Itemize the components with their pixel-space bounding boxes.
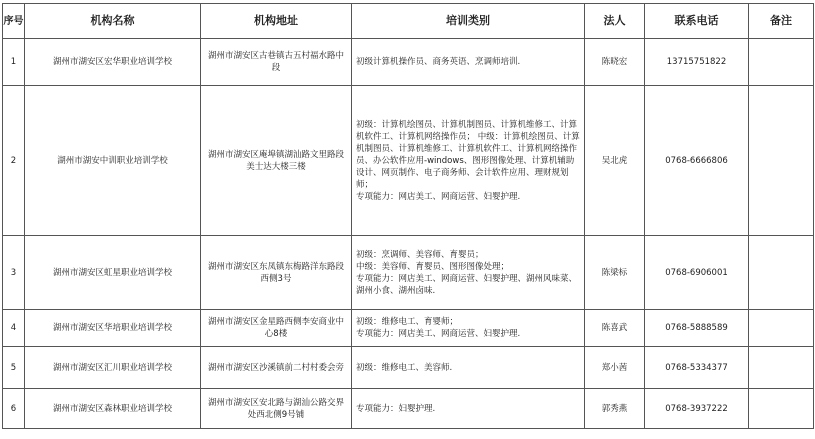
cell-legal: 吴北虎 <box>585 86 645 236</box>
header-address: 机构地址 <box>201 4 352 39</box>
cell-remark <box>749 236 814 310</box>
cell-phone: 13715751822 <box>645 39 749 86</box>
cell-name: 湖州市湖安中训职业培训学校 <box>25 86 201 236</box>
cell-phone: 0768-5888589 <box>645 310 749 347</box>
header-phone: 联系电话 <box>645 4 749 39</box>
cell-address: 湖州市湖安区沙溪镇前二村村委会旁 <box>201 347 352 389</box>
cell-legal: 郑小茜 <box>585 347 645 389</box>
cell-remark <box>749 389 814 429</box>
cell-address: 湖州市湖安区庵埠镇湖汕路文里路段美士达大楼三楼 <box>201 86 352 236</box>
cell-training: 初级计算机操作员、商务英语、烹调师培训. <box>352 39 585 86</box>
cell-remark <box>749 347 814 389</box>
header-training: 培训类别 <box>352 4 585 39</box>
cell-no: 6 <box>3 389 25 429</box>
cell-address: 湖州市湖安区古巷镇古五村福水路中段 <box>201 39 352 86</box>
header-name: 机构名称 <box>25 4 201 39</box>
cell-name: 湖州市湖安区虹星职业培训学校 <box>25 236 201 310</box>
cell-remark <box>749 39 814 86</box>
cell-name: 湖州市湖安区森林职业培训学校 <box>25 389 201 429</box>
header-no: 序号 <box>3 4 25 39</box>
cell-no: 3 <box>3 236 25 310</box>
cell-training: 初级：维修电工、美容师. <box>352 347 585 389</box>
cell-no: 5 <box>3 347 25 389</box>
cell-remark <box>749 310 814 347</box>
cell-address: 湖州市湖安区安北路与湖汕公路交界处西北侧9号铺 <box>201 389 352 429</box>
table-row <box>3 347 814 389</box>
cell-address: 湖州市湖安区金星路西侧李安商业中心8楼 <box>201 310 352 347</box>
cell-legal: 陈晓宏 <box>585 39 645 86</box>
cell-name: 湖州市湖安区宏华职业培训学校 <box>25 39 201 86</box>
table-row <box>3 86 814 236</box>
cell-no: 4 <box>3 310 25 347</box>
header-row <box>3 4 814 39</box>
cell-phone: 0768-5334377 <box>645 347 749 389</box>
header-legal: 法人 <box>585 4 645 39</box>
cell-training: 初级：计算机绘图员、计算机制图员、计算机维修工、计算机软件工、计算机网络操作员； 中级：计算机绘图员、计算机制图员、计算机维修工、计算机软件工、计算机网络操作员、办公软件应用-windows、图形图像处理、计算机辅助设计、网页制作、电子商务师、会计软件应用、理财规划师； 专项能力：网店美工、网商运营、妇婴护理. <box>352 86 585 236</box>
cell-training: 初级：维修电工、育婴师； 专项能力：网店美工、网商运营、妇婴护理. <box>352 310 585 347</box>
cell-phone: 0768-6666806 <box>645 86 749 236</box>
cell-name: 湖州市湖安区汇川职业培训学校 <box>25 347 201 389</box>
cell-phone: 0768-3937222 <box>645 389 749 429</box>
cell-address: 湖州市湖安区东凤镇东梅路洋东路段西侧3号 <box>201 236 352 310</box>
table-row <box>3 389 814 429</box>
table-row <box>3 236 814 310</box>
cell-no: 1 <box>3 39 25 86</box>
header-remark: 备注 <box>749 4 814 39</box>
cell-remark <box>749 86 814 236</box>
cell-name: 湖州市湖安区华培职业培训学校 <box>25 310 201 347</box>
cell-legal: 陈梁标 <box>585 236 645 310</box>
cell-no: 2 <box>3 86 25 236</box>
institution-table <box>2 3 814 429</box>
cell-phone: 0768-6906001 <box>645 236 749 310</box>
cell-training: 初级：烹调师、美容师、育婴员； 中级：美容师、育婴员、图形图像处理； 专项能力：网店美工、网商运营、妇婴护理、湖州风味菜、湖州小食、湖州卤味. <box>352 236 585 310</box>
cell-training: 专项能力：妇婴护理. <box>352 389 585 429</box>
cell-legal: 陈喜武 <box>585 310 645 347</box>
table-row <box>3 310 814 347</box>
table-row <box>3 39 814 86</box>
cell-legal: 郭秀燕 <box>585 389 645 429</box>
